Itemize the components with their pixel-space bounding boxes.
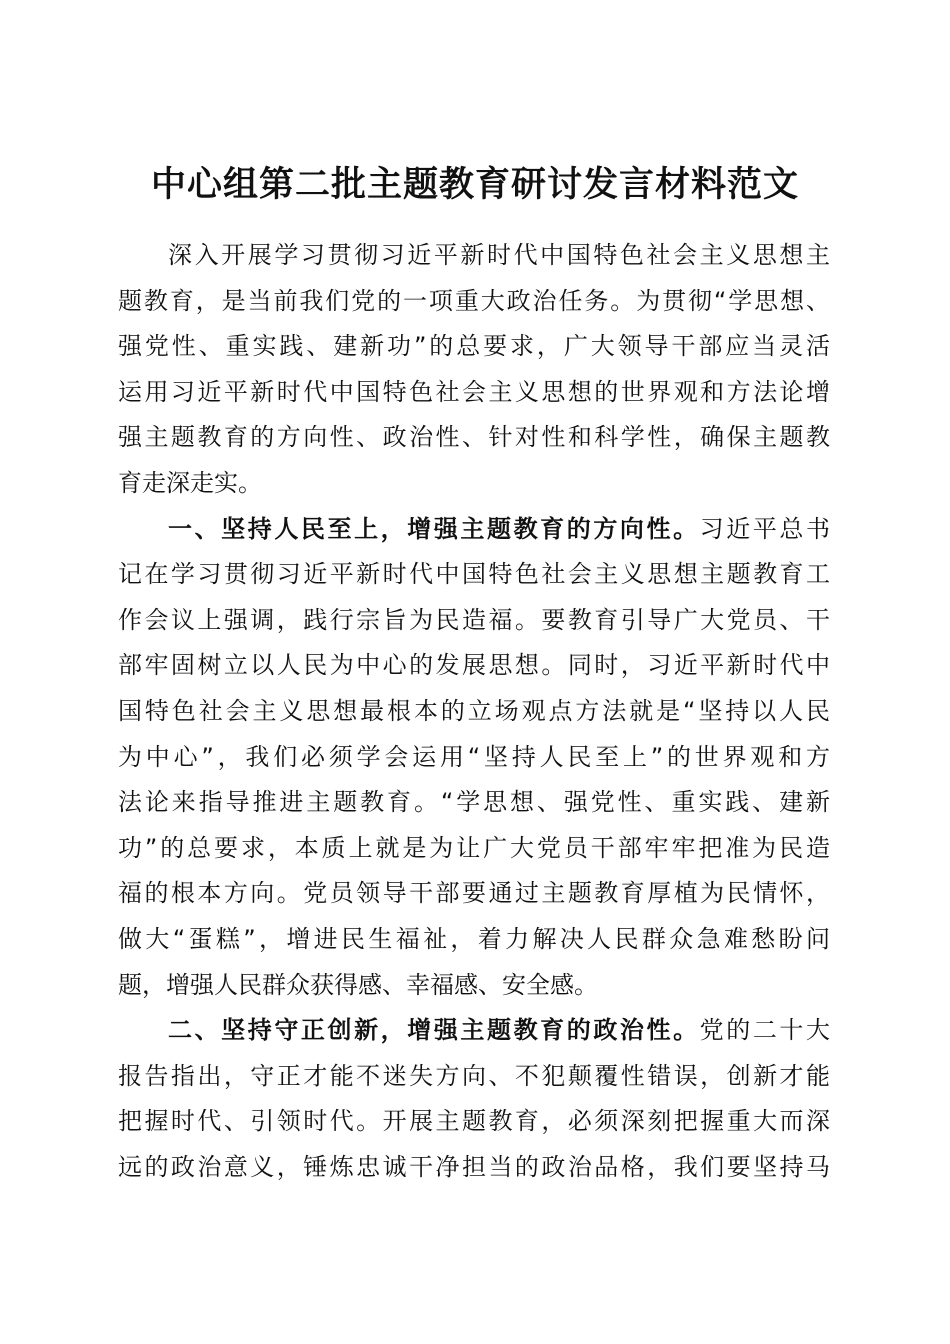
paragraph-line: 为中心”，我们必须学会运用“坚持人民至上”的世界观和方 [118, 742, 830, 771]
section-heading: 二、坚持守正创新，增强主题教育的政治性。 [168, 1016, 700, 1045]
paragraph-line: 把握时代、引领时代。开展主题教育，必须深刻把握重大而深 [118, 1107, 830, 1136]
paragraph-line [118, 507, 830, 553]
paragraph-line: 功”的总要求，本质上就是为让广大党员干部牢牢把准为民造 [118, 833, 830, 862]
paragraph-line: 报告指出，守正才能不迷失方向、不犯颠覆性错误，创新才能 [118, 1061, 830, 1090]
paragraph-line: 育走深走实。 [118, 468, 262, 497]
paragraph-line: 记在学习贯彻习近平新时代中国特色社会主义思想主题教育工 [118, 560, 830, 589]
paragraph-line: 做大“蛋糕”，增进民生福祉，着力解决人民群众急难愁盼问 [118, 924, 830, 953]
section-heading: 一、坚持人民至上，增强主题教育的方向性。 [168, 514, 700, 543]
paragraph-line: 深入开展学习贯彻习近平新时代中国特色社会主义思想主 [168, 241, 830, 269]
paragraph-section-2 [118, 1008, 830, 1190]
paragraph-intro [118, 233, 830, 507]
paragraph-line: 作会议上强调，践行宗旨为民造福。要教育引导广大党员、干 [118, 605, 830, 634]
paragraph-section-1 [118, 507, 830, 1009]
paragraph-line: 强党性、重实践、建新功”的总要求，广大领导干部应当灵活 [118, 332, 830, 361]
paragraph-line: 部牢固树立以人民为中心的发展思想。同时，习近平新时代中 [118, 651, 830, 680]
paragraph-line: 题，增强人民群众获得感、幸福感、安全感。 [118, 970, 598, 999]
paragraph-line-text: 习近平总书 [699, 514, 831, 543]
paragraph-line: 法论来指导推进主题教育。“学思想、强党性、重实践、建新 [118, 788, 830, 817]
paragraph-line: 国特色社会主义思想最根本的立场观点方法就是“坚持以人民 [118, 696, 830, 725]
paragraph-line-text: 党的二十大 [699, 1016, 831, 1045]
paragraph-line: 题教育，是当前我们党的一项重大政治任务。为贯彻“学思想、 [118, 286, 830, 315]
document-title: 中心组第二批主题教育研讨发言材料范文 [150, 164, 799, 206]
paragraph-line: 强主题教育的方向性、政治性、针对性和科学性，确保主题教 [118, 423, 830, 452]
paragraph-line: 远的政治意义，锤炼忠诚干净担当的政治品格，我们要坚持马 [118, 1152, 830, 1181]
paragraph-line: 福的根本方向。党员领导干部要通过主题教育厚植为民情怀， [118, 879, 830, 908]
document-body [118, 233, 830, 1190]
paragraph-line [118, 1008, 830, 1054]
paragraph-line: 运用习近平新时代中国特色社会主义思想的世界观和方法论增 [118, 377, 830, 406]
